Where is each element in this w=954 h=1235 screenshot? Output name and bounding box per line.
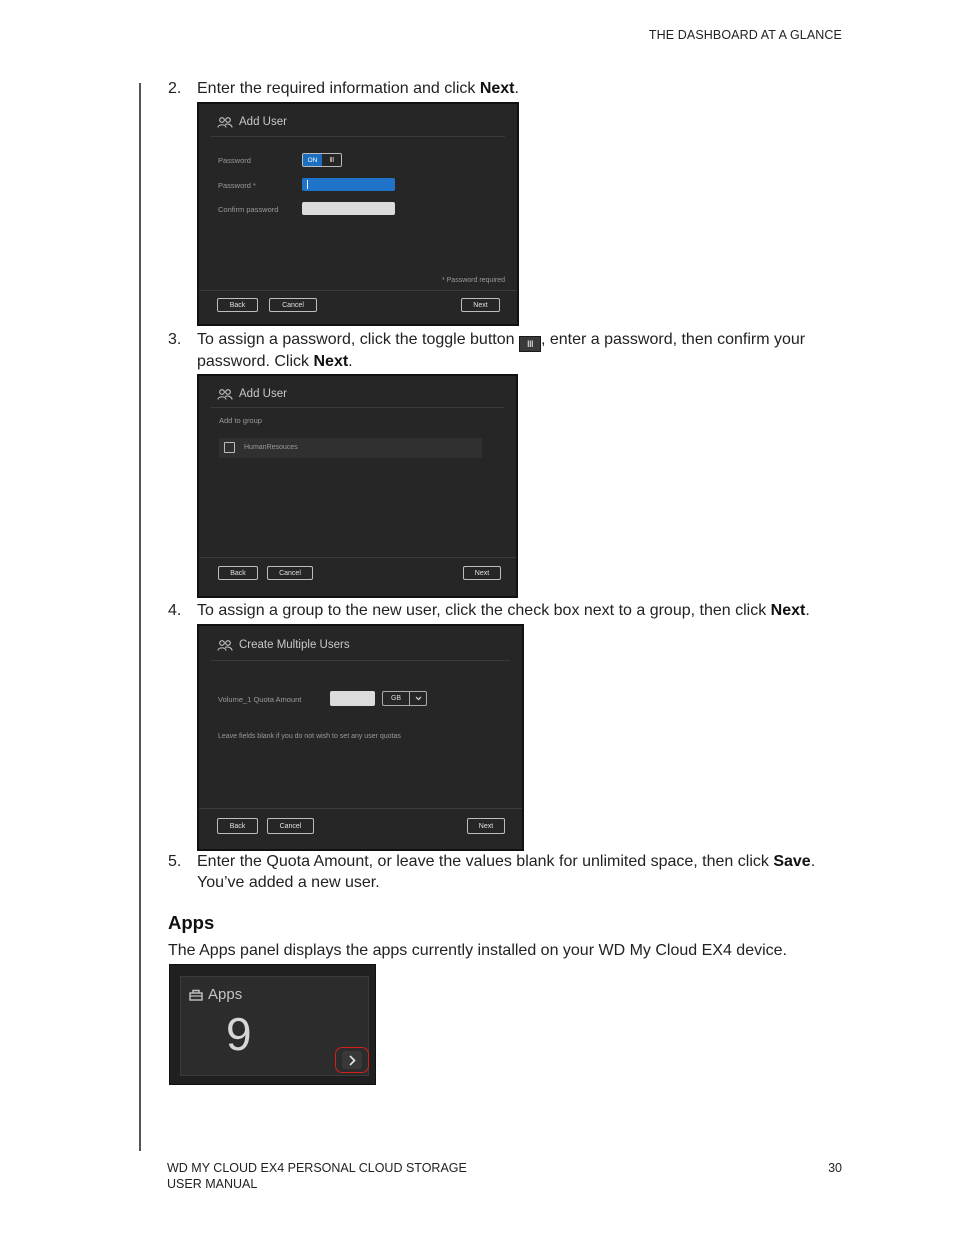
footer-divider: [199, 557, 516, 558]
chevron-right-icon: [342, 1051, 362, 1069]
title-divider: [211, 136, 505, 137]
toggle-on-state: ON: [303, 154, 322, 166]
toggle-bars-icon: III: [322, 154, 341, 166]
step-number: 2.: [168, 80, 182, 97]
apps-panel-title: Apps: [189, 986, 242, 1003]
apps-description: The Apps panel displays the apps currently installed on your WD My Cloud EX4 device.: [168, 942, 787, 959]
page-number: 30: [828, 1161, 842, 1175]
create-multiple-users-screenshot: [197, 624, 524, 851]
next-button[interactable]: Next: [461, 298, 500, 312]
footer-product: [167, 1161, 467, 1192]
password-label: Password: [218, 156, 251, 165]
quota-amount-label: Volume_1 Quota Amount: [218, 695, 302, 704]
step-number: 3.: [168, 331, 182, 348]
quota-unit-value: GB: [390, 695, 402, 702]
footer-line-1: WD MY CLOUD EX4 PERSONAL CLOUD STORAGE: [167, 1161, 467, 1175]
dialog-title: Create Multiple Users: [217, 639, 350, 651]
quota-amount-input[interactable]: [330, 691, 375, 706]
cancel-button[interactable]: Cancel: [267, 566, 313, 580]
password-required-note: * Password required: [441, 277, 505, 284]
step-text: To assign a group to the new user, click the check box next to a group, then click Next.: [197, 602, 810, 619]
title-divider: [211, 660, 510, 661]
toggle-button-icon: III: [519, 336, 541, 352]
left-margin-rule: [139, 83, 141, 1151]
quota-unit-select[interactable]: [382, 691, 427, 706]
group-checkbox[interactable]: [224, 442, 235, 453]
confirm-password-label: Confirm password: [218, 205, 279, 214]
password-toggle[interactable]: [302, 153, 342, 167]
password-input[interactable]: [302, 178, 395, 191]
add-to-group-label: Add to group: [219, 416, 262, 425]
footer-divider: [199, 808, 522, 809]
apps-icon: [189, 988, 203, 1001]
add-user-group-screenshot: [197, 374, 518, 598]
chevron-down-icon: [410, 692, 426, 705]
cancel-button[interactable]: Cancel: [267, 818, 314, 834]
footer-divider: [199, 290, 517, 291]
apps-panel-screenshot: [169, 964, 376, 1085]
step-number: 4.: [168, 602, 182, 619]
footer-line-2: USER MANUAL: [167, 1176, 258, 1191]
cancel-button[interactable]: Cancel: [269, 298, 317, 312]
next-button[interactable]: Next: [467, 818, 505, 834]
back-button[interactable]: Back: [217, 298, 258, 312]
apps-panel: [180, 976, 369, 1076]
quota-hint: Leave fields blank if you do not wish to set any user quotas: [218, 733, 401, 740]
users-icon: [217, 640, 233, 651]
password-required-label: Password *: [218, 181, 256, 190]
next-button[interactable]: Next: [463, 566, 501, 580]
add-user-password-screenshot: [197, 102, 519, 326]
dialog-title: Add User: [217, 388, 287, 400]
dialog-title: Add User: [217, 116, 287, 128]
confirm-password-input[interactable]: [302, 202, 395, 215]
users-icon: [217, 389, 233, 400]
running-header: THE DASHBOARD AT A GLANCE: [648, 28, 842, 42]
step-number: 5.: [168, 853, 182, 870]
back-button[interactable]: Back: [218, 566, 258, 580]
back-button[interactable]: Back: [217, 818, 258, 834]
step-text: Enter the Quota Amount, or leave the values blank for unlimited space, then click Save. You’ve added a new user.: [197, 853, 816, 891]
apps-details-button[interactable]: [335, 1047, 369, 1073]
step-text: Enter the required information and click Next.: [197, 80, 519, 97]
group-name: HumanResouces: [244, 444, 298, 451]
step-text: To assign a password, click the toggle button III , enter a password, then confirm your password. Click Next.: [197, 331, 806, 371]
apps-section-heading: Apps: [168, 912, 215, 933]
group-list-item[interactable]: [219, 438, 482, 458]
text-cursor: [307, 180, 308, 189]
title-divider: [211, 407, 504, 408]
apps-count: 9: [226, 1008, 252, 1060]
users-icon: [217, 117, 233, 128]
